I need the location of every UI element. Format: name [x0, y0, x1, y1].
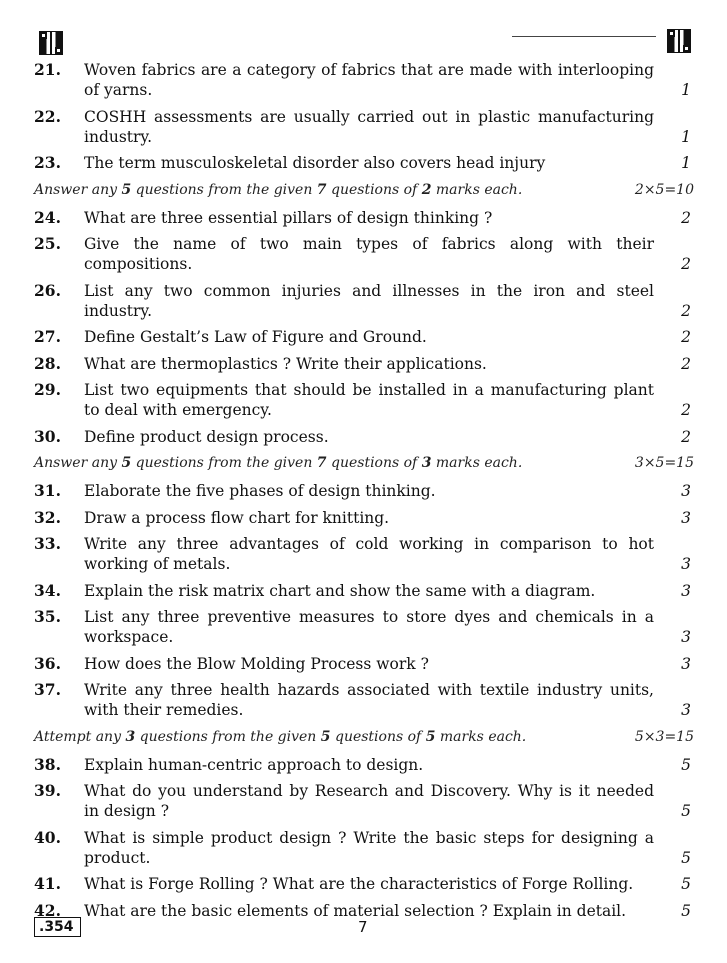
question-marks: 2	[681, 328, 691, 346]
question-text: What is simple product design ? Write the basic steps for designing a product.	[84, 828, 654, 867]
question-item	[34, 508, 694, 528]
question-number: 30.	[34, 426, 61, 446]
section-instruction-text: Answer any 5 questions from the given 7 questions of 2 marks each.	[34, 181, 523, 198]
section-total-marks: 2×5=10	[634, 181, 694, 198]
question-list	[34, 60, 694, 927]
page-number: 7	[358, 918, 368, 936]
question-number: 41.	[34, 874, 61, 893]
question-marks: 5	[681, 875, 691, 893]
question-item	[34, 107, 694, 147]
question-text: Explain human-centric approach to design.	[84, 755, 424, 774]
section-instruction-text: Answer any 5 questions from the given 7 questions of 3 marks each.	[34, 455, 523, 471]
question-text: COSHH assessments are usually carried out in plastic manufacturing industry.	[84, 107, 654, 146]
question-item	[34, 874, 694, 894]
question-number: 33.	[34, 534, 61, 553]
section-instruction	[34, 727, 694, 747]
question-number: 42.	[34, 900, 61, 920]
question-number: 34.	[34, 580, 61, 600]
question-item	[34, 234, 694, 274]
section-instruction	[34, 180, 694, 200]
question-marks: 2	[681, 401, 691, 419]
question-number: 40.	[34, 827, 61, 847]
question-marks: 1	[681, 127, 691, 146]
question-number: 38.	[34, 754, 61, 774]
question-marks: 1	[681, 81, 691, 99]
question-marks: 5	[681, 755, 691, 774]
question-number: 28.	[34, 353, 61, 373]
question-text: List two equipments that should be installed in a manufacturing plant to deal with emergency.	[84, 381, 654, 419]
question-text: Write any three health hazards associated with textile industry units, with their remedies.	[84, 681, 654, 719]
question-marks: 5	[681, 802, 691, 820]
question-marks: 5	[681, 848, 691, 867]
question-marks: 2	[681, 301, 691, 320]
question-number: 36.	[34, 653, 61, 673]
question-text: What are the basic elements of material selection ? Explain in detail.	[84, 901, 627, 920]
question-item	[34, 755, 694, 775]
question-marks: 5	[681, 901, 691, 920]
question-item	[34, 281, 694, 321]
section-instruction	[34, 453, 694, 473]
question-marks: 3	[681, 508, 691, 527]
question-text: Define product design process.	[84, 427, 329, 446]
section-instruction-text: Attempt any 3 questions from the given 5 questions of 5 marks each.	[34, 728, 527, 745]
question-text: What are thermoplastics ? Write their applications.	[84, 354, 487, 373]
question-text: List any three preventive measures to store dyes and chemicals in a workspace.	[84, 608, 654, 646]
question-item	[34, 654, 694, 674]
question-item	[34, 534, 694, 574]
question-number: 31.	[34, 481, 61, 500]
question-marks: 3	[681, 482, 691, 500]
question-item	[34, 581, 694, 601]
question-item	[34, 354, 694, 374]
header-rule	[512, 36, 656, 37]
question-text: How does the Blow Molding Process work ?	[84, 654, 429, 673]
paper-code: .354	[34, 917, 81, 937]
question-number: 22.	[34, 106, 61, 126]
question-item	[34, 680, 694, 720]
section-total-marks: 3×5=15	[634, 455, 694, 471]
question-text: Define Gestalt’s Law of Figure and Ground.	[84, 328, 427, 346]
question-text: List any two common injuries and illnesses in the iron and steel industry.	[84, 281, 654, 320]
question-number: 32.	[34, 507, 61, 527]
question-number: 37.	[34, 680, 61, 699]
question-text: What are three essential pillars of design thinking ?	[84, 208, 493, 227]
question-marks: 3	[681, 654, 691, 673]
question-number: 27.	[34, 327, 61, 346]
question-text: Explain the risk matrix chart and show the same with a diagram.	[84, 581, 596, 600]
question-number: 29.	[34, 380, 61, 399]
question-marks: 1	[681, 154, 691, 172]
question-item	[34, 607, 694, 647]
question-marks: 3	[681, 581, 691, 600]
question-item	[34, 481, 694, 501]
question-number: 23.	[34, 153, 61, 172]
question-marks: 3	[681, 555, 691, 573]
section-total-marks: 5×3=15	[634, 728, 694, 745]
question-number: 35.	[34, 607, 61, 626]
question-text: Elaborate the five phases of design thinking.	[84, 482, 436, 500]
qr-code-icon	[668, 30, 690, 52]
question-number: 26.	[34, 280, 61, 300]
question-item	[34, 208, 694, 228]
question-text: What do you understand by Research and Discovery. Why is it needed in design ?	[84, 782, 654, 820]
question-marks: 2	[681, 354, 691, 373]
question-item	[34, 327, 694, 347]
question-item	[34, 781, 694, 821]
question-item	[34, 427, 694, 447]
question-marks: 2	[681, 208, 691, 227]
question-text: Give the name of two main types of fabrics along with their compositions.	[84, 235, 654, 273]
qr-code-icon	[40, 32, 62, 54]
question-text: Write any three advantages of cold working in comparison to hot working of metals.	[84, 535, 654, 573]
question-text: What is Forge Rolling ? What are the characteristics of Forge Rolling.	[84, 875, 634, 893]
question-item	[34, 153, 694, 173]
question-text: Woven fabrics are a category of fabrics that are made with interlooping of yarns.	[84, 61, 654, 99]
question-text: The term musculoskeletal disorder also covers head injury	[84, 154, 546, 172]
question-text: Draw a process flow chart for knitting.	[84, 508, 390, 527]
question-item	[34, 60, 694, 100]
question-number: 39.	[34, 781, 61, 800]
question-marks: 3	[681, 701, 691, 719]
question-number: 25.	[34, 234, 61, 253]
question-marks: 2	[681, 427, 691, 446]
question-number: 24.	[34, 207, 61, 227]
question-item	[34, 828, 694, 868]
question-number: 21.	[34, 60, 61, 79]
question-marks: 2	[681, 255, 691, 273]
question-item	[34, 380, 694, 420]
question-marks: 3	[681, 628, 691, 646]
